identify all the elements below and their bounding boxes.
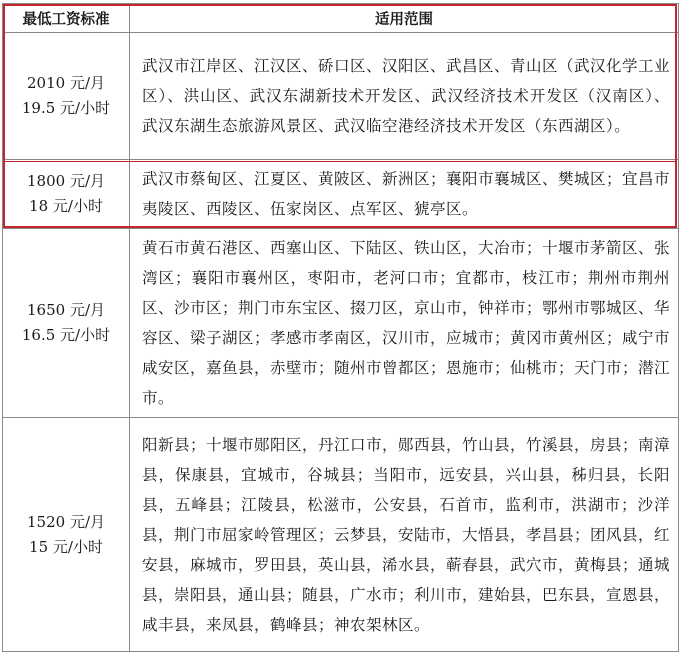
hourly-wage: 18 元/小时 [29, 197, 103, 215]
hourly-wage: 15 元/小时 [29, 537, 103, 556]
wage-standard-cell [3, 418, 130, 652]
area-list: 武汉市江岸区、江汉区、硚口区、汉阳区、武昌区、青山区（武汉化学工业区）、洪山区、武汉东湖新技术开发区、武汉经济技术开发区（汉南区）、武汉东湖生态旅游风景区、武汉临空港经济技术开发区（东西湖区）。 [130, 33, 679, 160]
hourly-wage: 16.5 元/小时 [21, 326, 111, 344]
header-standard: 最低工资标准 [3, 4, 130, 33]
monthly-wage: 2010 元/月 [27, 74, 105, 92]
table-row [3, 160, 679, 229]
table-header-row [3, 4, 679, 33]
table-row [3, 229, 679, 418]
wage-standard-cell [3, 33, 130, 160]
hourly-wage: 19.5 元/小时 [21, 99, 111, 117]
monthly-wage: 1520 元/月 [27, 512, 105, 531]
wage-standard-cell [3, 160, 130, 229]
table-row [3, 418, 679, 652]
header-scope: 适用范围 [130, 4, 679, 33]
wage-standard-cell [3, 229, 130, 418]
minimum-wage-table [2, 3, 679, 652]
area-list: 武汉市蔡甸区、江夏区、黄陂区、新洲区；襄阳市襄城区、樊城区；宜昌市夷陵区、西陵区、伍家岗区、点军区、猇亭区。 [130, 160, 679, 229]
monthly-wage: 1800 元/月 [27, 172, 105, 190]
area-list: 阳新县；十堰市郧阳区，丹江口市，郧西县，竹山县，竹溪县，房县；南漳县，保康县，宜城市，谷城县；当阳市，远安县，兴山县，秭归县，长阳县，五峰县；江陵县，松滋市，公安县，石首市，监利市，洪湖市；沙洋县，荆门市屈家岭管理区；云梦县，安陆市，大悟县，孝昌县；团风县，红安县，麻城市，罗田县，英山县，浠水县，蕲春县，武穴市，黄梅县；通城县，崇阳县，通山县；随县，广水市；利川市，建始县，巴东县，宣恩县，咸丰县，来凤县，鹤峰县；神农架林区。 [130, 418, 679, 652]
monthly-wage: 1650 元/月 [27, 301, 105, 319]
table-row [3, 33, 679, 160]
area-list: 黄石市黄石港区、西塞山区、下陆区、铁山区，大冶市；十堰市茅箭区、张湾区；襄阳市襄州区，枣阳市，老河口市；宜都市，枝江市；荆州市荆州区、沙市区；荆门市东宝区、掇刀区，京山市，钟祥市；鄂州市鄂城区、华容区、梁子湖区；孝感市孝南区，汉川市，应城市；黄冈市黄州区；咸宁市咸安区，嘉鱼县，赤壁市；随州市曾都区；恩施市；仙桃市；天门市；潜江市。 [130, 229, 679, 418]
